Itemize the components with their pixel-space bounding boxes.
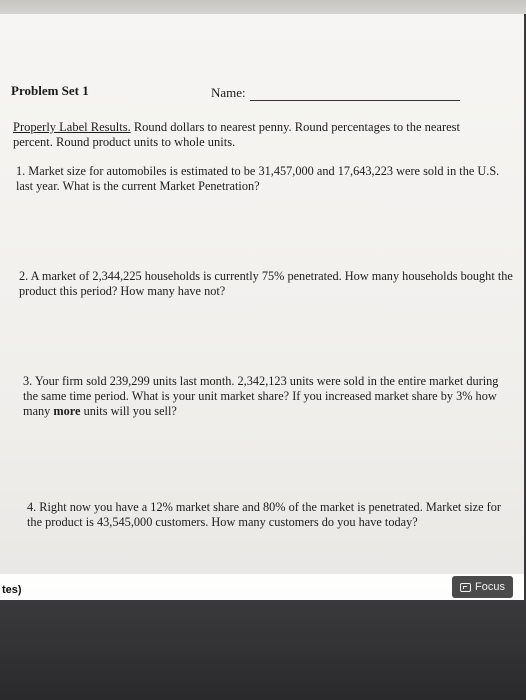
question-3-part-b: units will you sell? <box>80 404 177 418</box>
instructions-rest: Round dollars to nearest penny. Round percentages to the nearest percent. Round product units to whole units. <box>13 120 461 149</box>
question-3-bold: more <box>53 404 81 418</box>
name-label: Name: <box>211 85 246 100</box>
question-2: 2. A market of 2,344,225 households is currently 75% penetrated. How many households bought the product this period? How many have not? <box>19 269 513 298</box>
focus-icon <box>460 583 471 592</box>
dark-background-area <box>0 600 526 700</box>
left-fragment-text: tes) <box>2 584 22 596</box>
focus-label: Focus <box>475 581 505 593</box>
worksheet-page <box>0 14 524 600</box>
focus-button[interactable] <box>452 576 513 598</box>
question-3 <box>23 374 513 419</box>
question-1: 1. Market size for automobiles is estimated to be 31,457,000 and 17,643,223 were sold in the U.S. last year. What is the current Market Penetration? <box>16 164 500 193</box>
name-blank-line <box>250 100 460 101</box>
worksheet-title: Problem Set 1 <box>11 83 89 98</box>
question-4: 4. Right now you have a 12% market share and 80% of the market is penetrated. Market size for the product is 43,545,000 customers. How many customers do you have today? <box>27 500 501 529</box>
overlay-bar <box>0 574 526 600</box>
question-3-part-a: 3. Your firm sold 239,299 units last month. 2,342,123 units were sold in the entire market during the same time period. What is your unit market share? If you increased market share by 3% how many <box>23 374 499 418</box>
instructions <box>13 120 503 150</box>
instructions-underlined: Properly Label Results. <box>13 120 131 134</box>
